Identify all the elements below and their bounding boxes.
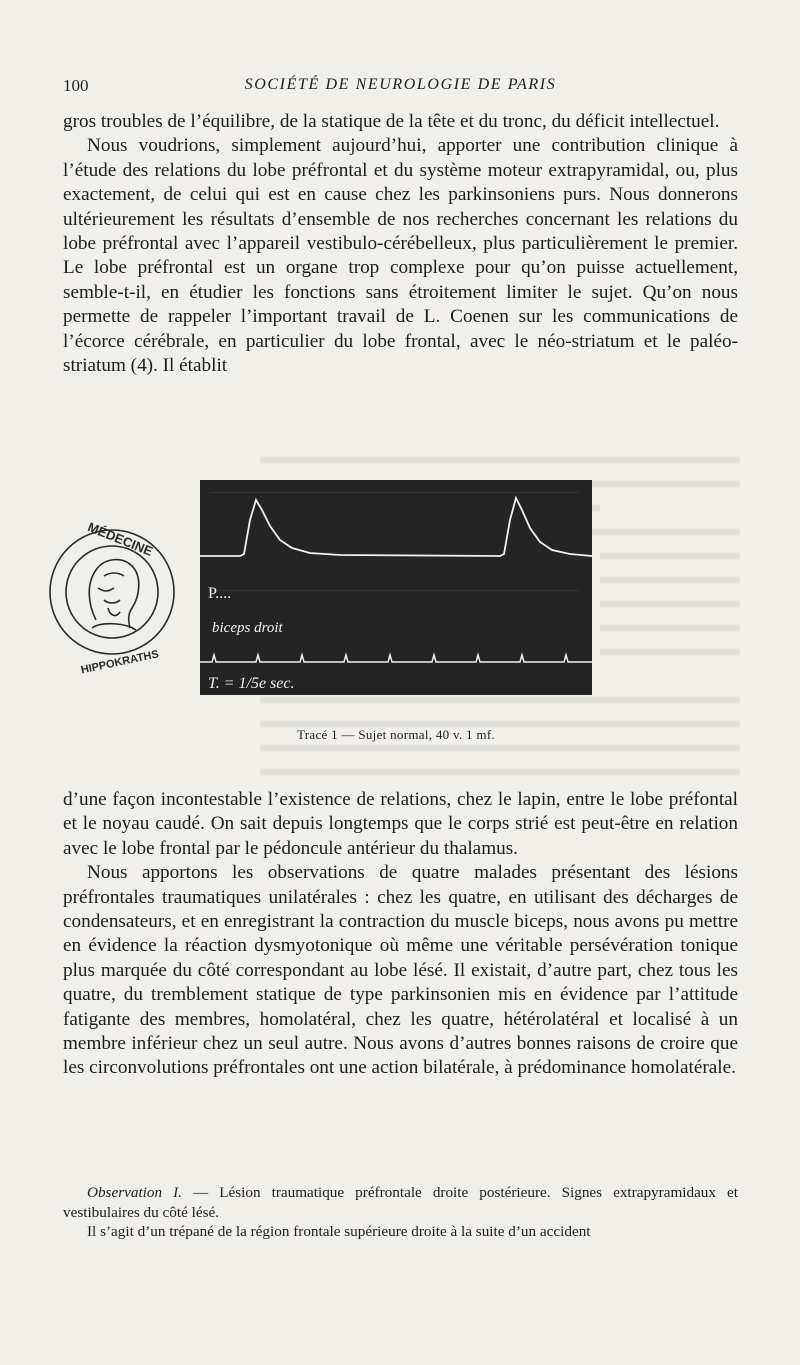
- body-text-top: [63, 110, 738, 378]
- observation-heading-line: [63, 1183, 738, 1222]
- body-text-bottom: [63, 788, 738, 1081]
- label-muscle: biceps droit: [212, 620, 283, 636]
- label-p: P....: [208, 585, 232, 602]
- paragraph: Nous voudrions, simplement aujourd’hui, apporter une contribution clinique à l’étude des relations du lobe préfrontal et du système moteur extrapyramidal, ou, plus exactement, de celui qui est en cause chez les parkinsoniens purs. Nous donnerons ultérieurement les résultats d’ensemble de nos recherches concernant les relations du lobe préfrontal avec l’appareil vestibulo-cérébelleux, plus particulièrement le premier. Le lobe préfrontal est un organe trop complexe pour qu’on puisse actuellement, semble-t-il, en étudier les fonctions sans étroitement limiter le sujet. Qu’on nous permette de rappeler l’important travail de L. Coenen sur les communications de l’écorce cérébrale, en particulier du lobe frontal, avec le néo-striatum et le paléo-striatum (4). Il établit: [63, 135, 738, 377]
- page-number: 100: [63, 76, 89, 95]
- paragraph: Nous apportons les observations de quatre malades présentant des lésions préfrontales traumatiques unilatérales : chez les quatre, en utilisant des décharges de condensateurs, et en enregistrant la contraction du muscle biceps, nous avons pu mettre en évidence la réaction dysmyotonique où même une véritable persévération tonique plus marquée du côté correspondant au lobe lésé. Il existait, d’autre part, chez tous les quatre, du tremblement statique de type parkinsonien mis en évidence par l’attitude fatigante des membres, homolatéral, chez les quatre, hétérolatéral et localisé à un membre inférieur chez un seul autre. Nous avons d’autres bonnes raisons de croire que les circonvolutions préfrontales ont une action bilatérale, à prédominance homolatérale.: [63, 862, 738, 1079]
- page-header: [63, 70, 738, 100]
- observation-text: Il s’agit d’un trépané de la région frontale supérieure droite à la suite d’un accident: [87, 1223, 591, 1241]
- paragraph: gros troubles de l’équilibre, de la statique de la tête et du tronc, du déficit intellectuel.: [63, 111, 720, 132]
- stamp-bottom-text: HIPPOKRATHS: [79, 648, 160, 677]
- observation-heading: Observation I.: [87, 1184, 182, 1201]
- myogram-trace-figure: [200, 480, 592, 695]
- paragraph: d’une façon incontestable l’existence de relations, chez le lapin, entre le lobe préfontal et le noyau caudé. On sait depuis longtemps que le corps strié est peut-être en relation avec le lobe frontal par le pédoncule antérieur du thalamus.: [63, 789, 738, 859]
- library-stamp: [44, 492, 184, 682]
- stamp-top-text: MÉDECINE: [85, 519, 155, 559]
- running-title: SOCIÉTÉ DE NEUROLOGIE DE PARIS: [244, 76, 557, 93]
- observation-summary: — Lésion traumatique préfrontale droite postérieure. Signes extrapyramidaux et vestibulaires du côté lésé.: [63, 1184, 738, 1221]
- observation-block: [63, 1183, 738, 1242]
- figure-caption: Tracé 1 — Sujet normal, 40 v. 1 mf.: [296, 727, 496, 742]
- label-time: T. = 1/5e sec.: [208, 675, 295, 692]
